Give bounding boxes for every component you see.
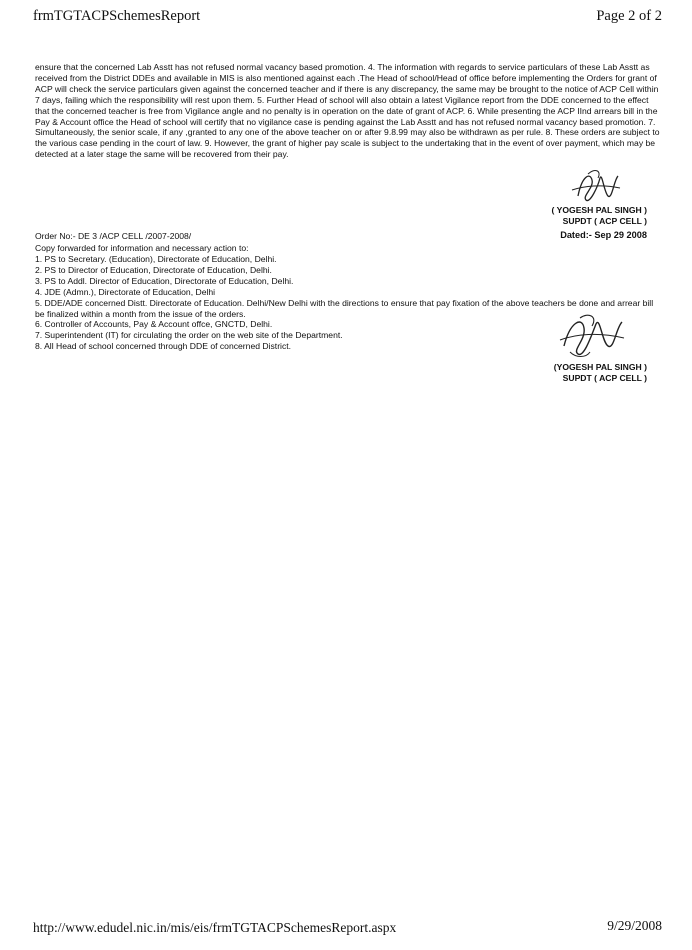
list-item: 6. Controller of Accounts, Pay & Account offce, GNCTD, Delhi.: [35, 319, 273, 330]
signature-1-image: [568, 166, 622, 210]
list-item: 8. All Head of school concerned through DDE of concerned District.: [35, 341, 292, 352]
list-item: 1. PS to Secretary. (Education), Directorate of Education, Delhi.: [35, 254, 277, 264]
footer-date: 9/29/2008: [607, 918, 662, 933]
list-item: 7. Superintendent (IT) for circulating the order on the web site of the Department.: [35, 330, 343, 341]
page-title: frmTGTACPSchemesReport: [33, 8, 201, 24]
list-item: 5. DDE/ADE concerned Distt. Directorate of Education. Delhi/New Delhi with the directions to ensure that pay fixation of the above teachers be done and arrear bill be finalized within a month from the issue of the orders.: [35, 297, 654, 319]
list-item: 3. PS to Addl. Director of Education, Directorate of Education, Delhi.: [35, 275, 294, 286]
copy-heading: Copy forwarded for information and necessary action to:: [35, 243, 249, 253]
list-item: 4. JDE (Admn.), Directorate of Education, Delhi: [35, 286, 216, 297]
signatory-name-1: ( YOGESH PAL SINGH ): [551, 205, 647, 215]
signature-2-image: [556, 312, 626, 362]
body-paragraph: ensure that the concerned Lab Asstt has not refused normal vacancy based promotion. 4. The information with regards to service particulars of these Lab Asstt as received from the District DDEs and available in MIS is also mentioned against each .The Head of school/Head of office before implementing the Orders for grant of ACP will check the service particulars given against the concerned teacher and if there is any discrepancy, the same may be brought to the notice of ACP Cell within 7 days, failing which the responsibility will rest upon them. 5. Further Head of school will also obtain a latest Vigilance report from the DDE concerned to the effect that the concerned teacher is free from Vigilance angle and no penalty is in operation on the date of grant of ACP. 6. While presenting the ACP IInd arrears bill in the Pay & Account office the Head of school will certify that no vigilance case is pending against the Lab Asstt and has not refused normal vacancy based promotion. 7. Simultaneously, the senior scale, if any ,granted to any one of the above teacher on or after 9.8.99 may also be withdrawn as per rule. 8. These orders are subject to the various case pending in the court of law. 9. However, the grant of higher pay scale is subject to the undertaking that in the event of over payment, which may be detected at a later stage the same will be recovered from their pay.: [35, 62, 660, 160]
page-number: Page 2 of 2: [596, 8, 662, 24]
signatory-name-2: (YOGESH PAL SINGH ): [553, 362, 647, 372]
footer-url: http://www.edudel.nic.in/mis/eis/frmTGTACPSchemesReport.aspx: [33, 920, 397, 935]
order-date: Dated:- Sep 29 2008: [560, 230, 647, 240]
signatory-designation-1: SUPDT ( ACP CELL ): [562, 216, 647, 226]
order-number: Order No:- DE 3 /ACP CELL /2007-2008/: [35, 231, 192, 241]
signatory-designation-2: SUPDT ( ACP CELL ): [562, 373, 647, 383]
list-item: 2. PS to Director of Education, Directorate of Education, Delhi.: [35, 264, 272, 275]
